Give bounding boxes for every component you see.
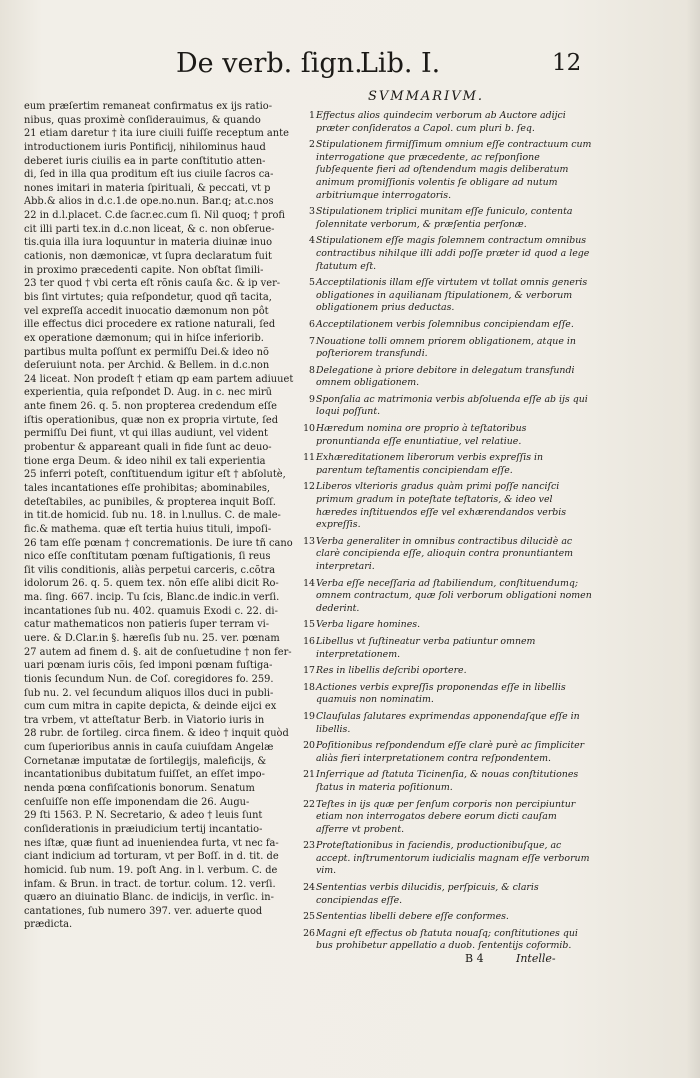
text-line: in proximo præcedenti capite. Non obſtat ſimili- [24,264,264,276]
summary-item-number: 14 [303,577,315,589]
summary-item [300,840,592,878]
text-line: deberet iuris ciuilis ea in parte conſtitutio atten- [24,155,266,167]
text-line: 26 tam eſſe pœnam † concremationis. De iure tñ cano [24,537,293,549]
text-line: ſub nu. 2. vel ſecundum aliquos illos duci in publi- [24,687,274,699]
summary-item-text: Liberos vlterioris gradus quàm primi poſſe nanciſci primum gradum in poteſtate teſtatoris, & ideo vel hæredes inſtituendos eſſe vel exhærendandos verbis expreſſis. [316,481,567,531]
summary-item [300,336,592,361]
summary-item-number: 15 [303,619,315,631]
summary-item-text: Magni eſt effectus ob ſtatuta nouaſq; conſtitutiones qui bus prohibetur appellatio a duob. ſententijs coformib. [316,927,578,952]
summary-item-number: 11 [303,452,315,464]
summary-item-text: Nouatione tolli omnem priorem obligationem, atque in poſteriorem transfundi. [316,335,576,360]
summary-item-text: Stipulationem firmiſſimum omnium eſſe contractuum cum interrogatione que præcedente, ac reſponſione ſubſequente fieri ad oſtendendum magis deliberatum animum promiſſionis volentis ſe obligare ad nutum arbitriumque interrogatoris. [316,139,592,201]
summary-item-number: 2 [309,139,315,151]
text-line: 24 liceat. Non prodeſt † etiam qp eam partem adiuuet [24,373,294,385]
summary-item [300,319,592,332]
summary-item [300,277,592,315]
summary-item-number: 21 [303,769,315,781]
summary-item [300,452,592,477]
summary-item [300,740,592,765]
summary-item-number: 3 [309,206,315,218]
text-line: nones imitari in materia ſpirituali, & peccati, vt p [24,182,271,194]
text-line: ex operatione dæmonum; qui in hiſce inferiorib. [24,332,264,344]
summary-item-text: Effectus alios quindecim verborum ab Auctore adijci præter conſideratos a Capol. cum pluri b. ſeq. [316,110,566,134]
summary-item [300,928,592,953]
summary-item-text: Sententias verbis dilucidis, perſpicuis, & claris concipiendas eſſe. [316,882,539,906]
summary-item-text: Inſerrique ad ſtatuta Ticinenſia, & nouas conſtitutiones ſtatus in materia poſitionum. [316,769,579,793]
summary-item-number: 22 [303,798,315,810]
text-line: 27 autem ad finem d. §. ait de conſuetudine † non fer- [24,646,292,658]
text-line: 25 inferri poteſt, conſtituendum igitur eſt † abſolutè, [24,469,286,481]
text-line: incantationibus dubitatum fuiſſet, an eſſet impo- [24,769,265,781]
text-line: iſtis operationibus, quæ non ex propria virtute, ſed [24,414,279,426]
summary-item [300,423,592,448]
text-line: nes iſtæ, quæ fiunt ad inueniendea furta, vt nec fa- [24,837,279,849]
summary-item-text: Libellus vt ſuſtineatur verba patiuntur omnem interpretationem. [316,635,536,660]
summary-item [300,139,592,202]
summary-item-number: 23 [303,840,315,852]
summary-item-text: Poſitionibus reſpondendum eſſe clarè purè ac ſimpliciter aliàs fieri interpretationem contra reſpondentem. [316,740,585,764]
text-line: homicid. ſub num. 19. poſt Ang. in l. verbum. C. de [24,864,278,876]
signature-mark: B 4 [465,952,484,965]
main-text-column [24,100,314,932]
text-line: cum ſuperioribus annis in cauſa cuiuſdam Angelæ [24,742,274,754]
summary-item [300,578,592,616]
text-line: uari pœnam iuris cõis, ſed imponi pœnam fuſtiga- [24,660,273,672]
summary-item-number: 1 [309,110,315,121]
summary-item-text: Stipulationem triplici munitam eſſe funiculo, contenta ſolennitate verborum, & præſentia perſonæ. [316,206,573,230]
text-line: 29 ſti 1563. P. N. Secretario, & adeo † leuis ſunt [24,810,263,822]
text-line: cantationes, ſub numero 397. ver. aduerte quod [24,905,263,917]
summary-item-number: 13 [303,535,315,547]
summary-item [300,365,592,390]
summary-item-number: 8 [309,364,315,376]
summary-item-text: Acceptilationis illam eſſe virtutem vt tollat omnis generis obligationes in aquilianam ſtipulationem, & verborum obligationem prius deductas. [316,277,588,314]
summary-item [300,711,592,736]
summary-item-number: 18 [303,681,315,693]
text-line: tionis ſecundum Nun. de Coſ. coregidores fo. 259. [24,673,274,685]
summary-item-number: 17 [303,665,315,677]
summary-item [300,206,592,231]
summary-item-number: 25 [303,911,315,923]
summary-item [300,110,592,135]
summary-item-number: 24 [303,882,315,894]
text-line: idolorum 26. q. 5. quem tex. nõn eſſe alibi dicit Ro- [24,578,279,590]
text-line: ante finem 26. q. 5. non propterea credendum eſſe [24,401,278,413]
text-line: introductionem iuris Pontificij, nihilominus haud [24,141,266,153]
summary-item [300,799,592,837]
summary-item-text: Verba eſſe neceſſaria ad ſtabiliendum, conſtituendumq; omnem contractum, quæ ſoli verborum obligationi nomen dederint. [316,577,592,614]
page-gutter-shade [686,0,700,1078]
text-line: permiſſu Dei fiunt, vt qui illas audiunt, vel vident [24,428,268,440]
summary-item-text: Proteſtationibus in faciendis, productionibuſque, ac accept. inſtrumentorum iudicialis magnam eſſe verborum vim. [316,840,590,877]
summary-item [300,769,592,794]
text-line: probentur & appareant quali in fide ſunt ac deuo- [24,442,272,454]
summary-item [300,682,592,707]
summary-item-text: Acceptilationem verbis ſolemnibus concipiendam eſſe. [316,318,574,330]
text-line: tra vrbem, vt atteſtatur Berb. in Viatorio iuris in [24,714,265,726]
text-line: incantationes ſub nu. 402. quamuis Exodi c. 22. di- [24,605,278,617]
summary-item [300,911,592,924]
summary-item-number: 4 [309,235,315,247]
header-title: De verb. ſign. [176,48,363,79]
text-line: partibus multa poſſunt ex permiſſu Dei.& ideo nõ [24,346,269,358]
text-line: di, ſed in illa qua proditum eſt ius ciuile ſacros ca- [24,169,274,181]
text-line: vel expreſſa accedit inuocatio dæmonum non pôt [24,305,269,317]
summary-item-text: Sententias libelli debere eſſe conformes. [316,911,509,923]
summary-item-text: Hæredum nomina ore proprio à teſtatoribus pronuntianda eſſe enuntiatiue, vel relatiue. [316,423,527,447]
summary-item-text: Teſtes in ijs quæ per ſenſum corporis non percipiuntur etiam non interrogatos debere eorum dicti cauſam aſferre vt probent. [316,798,576,835]
text-line: fic.& mathema. quæ eſt tertia huius tituli, impoſi- [24,523,272,535]
summary-item-number: 9 [309,393,315,405]
text-line: 21 etiam daretur † ita iure ciuili fuiſſe receptum ante [24,128,289,140]
text-line: ſit vilis conditionis, aliàs perpetui carceris, c.cõtra [24,564,276,576]
text-line: tales incantationes eſſe prohibitas; abominabiles, [24,482,271,494]
text-line: 22 in d.l.placet. C.de ſacr.ec.cum ſi. Nil quoq; † profi [24,210,285,222]
summary-item [300,882,592,907]
text-line: catur mathematicos non patieris ſuper terram vi- [24,619,270,631]
text-line: 28 rubr. de ſortileg. circa finem. & ideo † inquit quòd [24,728,289,740]
text-line: ma. ſing. 667. incip. Tu ſcis, Blanc.de indic.in verſi. [24,592,280,604]
text-line: Cornetanæ imputatæ de ſortilegijs, maleficijs, & [24,755,267,767]
page-number: 12 [552,50,582,76]
text-line: Abb.& alios in d.c.1.de ope.no.nun. Bar.q; at.c.nos [24,196,274,208]
text-line: experientia, quia reſpondet D. Aug. in c. nec mirū [24,387,273,399]
text-line: ille effectus dici procedere ex ratione naturali, ſed [24,319,276,331]
catchword: Intelle- [516,952,556,965]
summary-item-text: Exhæreditationem liberorum verbis expreſſis in parentum teſtamentis concipiendam eſſe. [316,452,544,476]
summary-item-number: 12 [303,481,315,493]
summary-item-number: 16 [303,635,315,647]
summary-item-number: 5 [309,277,315,289]
summary-item-text: Res in libellis deſcribi oportere. [316,665,467,677]
text-line: tione erga Deum. & ideo nihil ex tali experientia [24,455,266,467]
summary-item-text: Stipulationem eſſe magis ſolemnem contractum omnibus contractibus nihilque illi addi poſſe præter id quod a lege ſtatutum eſt. [316,235,590,272]
text-line: quæro an diuinatio Blanc. de indicijs, in verſic. in- [24,892,274,904]
summary-item-number: 10 [303,423,315,435]
summary-item [300,536,592,574]
text-line: nico eſſe conſtitutam pœnam fuſtigationis, ſi reus [24,551,271,563]
summary-item [300,235,592,273]
summary-item-text: Verba ligare homines. [316,619,421,631]
summary-list [300,110,592,957]
header-book: Lib. I. [360,48,441,79]
summary-item-text: Actiones verbis expreſſis proponendas eſſe in libellis quamuis non nominatim. [316,681,566,706]
summarium-heading: SVMMARIVM. [368,89,485,104]
text-line: nibus, quas proximè conſiderauimus, & quando [24,114,261,126]
text-line: ciant indicium ad torturam, vt per Boſſ. in d. tit. de [24,851,279,863]
text-line: eum præſertim remaneat confirmatus ex ijs ratio- [24,101,273,112]
page-footer [0,952,700,968]
text-line: prædicta. [24,919,73,931]
running-header [0,48,700,88]
summary-item [300,619,592,632]
text-line: cationis, non dæmonicæ, vt ſupra declaratum fuit [24,251,272,263]
summary-item-number: 20 [303,740,315,752]
text-line: uere. & D.Clar.in §. hæreſis ſub nu. 25. ver. pœnam [24,632,280,644]
summary-item-text: Sponſalia ac matrimonia verbis abſoluenda eſſe ab ijs qui loqui poſſunt. [316,393,588,418]
summary-item-text: Clauſulas ſalutares exprimendas apponendaſque eſſe in libellis. [316,710,580,735]
text-line: nenda pœna confiſcationis bonorum. Senatum [24,783,255,795]
summary-item-number: 7 [309,335,315,347]
summary-item [300,636,592,661]
text-line: cit illi parti tex.in d.c.non liceat, & c. non obſerue- [24,223,275,235]
text-line: deteſtabiles, ac punibiles, & propterea inquit Boſſ. [24,496,276,508]
summary-item-text: Delegatione à priore debitore in delegatum transfundi omnem obligationem. [316,364,575,389]
summary-item [300,394,592,419]
text-line: tis.quia illa iura loquuntur in materia diuinæ inuo [24,237,273,249]
text-line: in tit.de homicid. ſub nu. 18. in l.nullus. C. de male- [24,510,281,522]
text-line: cenſuiſſe non eſſe imponendam die 26. Augu- [24,796,250,808]
summary-item [300,665,592,678]
text-line: cum cum mitra in capite depicta, & deinde eijci ex [24,701,277,713]
summary-item-number: 19 [303,710,315,722]
text-line: bis ſint virtutes; quia reſpondetur, quod qñ tacita, [24,291,272,303]
summary-item-number: 26 [303,927,315,939]
summary-item-number: 6 [309,318,315,330]
text-line: conſiderationis in præiudicium tertij incantatio- [24,823,263,835]
text-line: infam. & Brun. in tract. de tortur. colum. 12. verſi. [24,878,276,890]
summary-item [300,481,592,531]
text-line: 23 ter quod † vbi certa eſt rõnis cauſa &c. & ip ver- [24,278,281,290]
summary-item-text: Verba generaliter in omnibus contractibus dilucidè ac clarè concipienda eſſe, alioquin contra pronuntiantem interpretari. [316,535,574,572]
text-line: deſeruiunt nota. per Archid. & Bellem. in d.c.non [24,360,270,372]
